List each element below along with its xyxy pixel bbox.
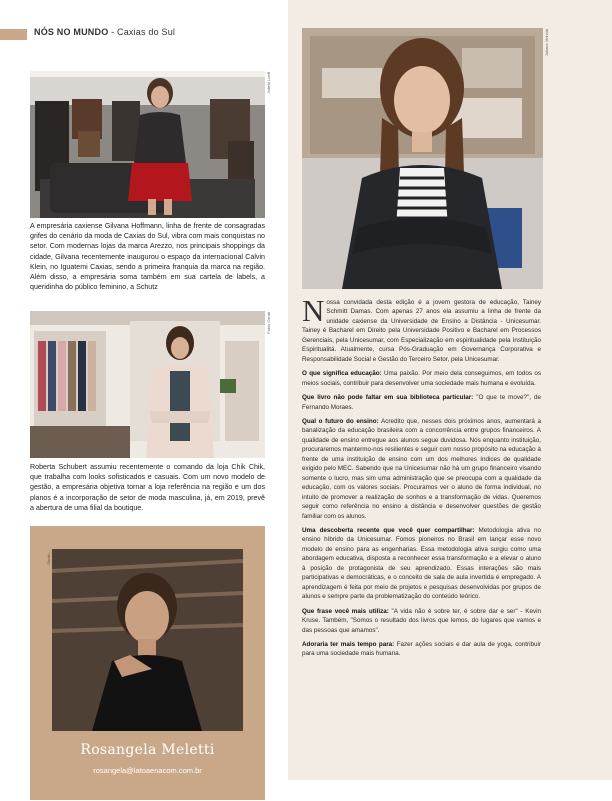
qa-answer: Metodologia ativa no ensino híbrido da Unicesumar. Fomos pioneiros no Brasil em lançar esse novo modelo de ensino para as engenharias. Essa metodologia ativa surgiu como uma abordagem educativa, disposta a reconhecer essa transformação e a elevar o aluno à posição de protagonista de seu aprendizado. Essas interações são mais participativas e democráticas, e o conceito de sala de aula invertida é empregado. A aprendizagem é feita por meio de projetos e pesquisas desenvolvidas por grupos de alunos e sempre parte da problematização do conteúdo teórico.	[302, 526, 541, 601]
intro-text: ossa convidada desta edição é a jovem gestora de educação, Tainey Schmitt Damas. Com apenas 27 anos ela assumiu a linha de frente da unidade caxiense da Universidade de Ensino a Distância - Unicesumar. Tainey é Bacharel em Direito pela Universidade Positivo e Bacharel em Processos Gerenciais, pela Unicesumar, com Especialização em espiritualidade pela Instituição Espiritualitá. Atualmente, cursa Pós-Graduação em Governança Corporativa e Responsabilidade Social e Gestão do Terceiro Setor, pela Unicesumar.	[302, 299, 541, 363]
section-marker	[0, 29, 27, 40]
section-title: NÓS NO MUNDO	[34, 27, 109, 37]
qa-question: Adoraria ter mais tempo para:	[302, 640, 395, 648]
columnist-name: Rosangela Meletti	[80, 742, 215, 758]
columnist-photo	[52, 549, 243, 731]
columnist-card	[30, 526, 265, 800]
qa-answer: Acredito que, nesses dois próximos anos, aumentará a banalização da educação brasileira com a concorrência entre grupos financeiros. A qualidade de ensino entregue aos alunos segue duvidosa. Nós enquanto instituição, procuraremos mantermo-nos resilientes e seguir com nosso propósito na educação à frente de uma instituição de ensino com um dos melhores índices de qualidade exigido pelo MEC. Sabendo que na Unicesumar não há um grupo financeiro visando somente o lucro, mas sim uma administração que se preocupa com a qualidade da educação, com os valores sociais. Procuramos ver o aluno de forma individual, no intuito de promover a realização de sonhos e a transformação de vidas. Queremos seguir como referência no ensino a distância e desenvolver questões de gestão familiar com os alunos.	[302, 417, 541, 520]
drop-cap: N	[302, 293, 325, 328]
tainey-photo-credit: Juliana Vinhola	[544, 29, 549, 57]
qa-question: Que frase você mais utiliza:	[302, 607, 389, 615]
qa-answer: "O que te move?", de Fernando Moraes.	[302, 394, 542, 411]
qa-question: Qual o futuro do ensino:	[302, 417, 379, 425]
section-header	[34, 27, 175, 37]
qa-item	[302, 607, 541, 635]
qa-question: Que livro não pode faltar em sua biblioteca particular:	[302, 394, 474, 402]
qa-item	[302, 526, 541, 602]
section-location: - Caxias do Sul	[111, 27, 176, 37]
columnist-email[interactable]: rosangela@latoaenacom.com.br	[93, 766, 202, 775]
qa-item	[302, 369, 541, 388]
qa-item	[302, 393, 541, 412]
gilvana-photo	[30, 71, 265, 218]
tainey-photo	[302, 28, 543, 289]
columnist-photo-credit: Studio...	[46, 550, 51, 565]
qa-answer: "A vida não é sobre ter, é sobre dar e ser" - Kevin Kruse. Também, "Somos o resultado dos livros que lemos, do lugares que vamos e das pessoas que amamos".	[302, 607, 541, 634]
qa-answer: Fazer ações sociais e dar aula de yoga, contribuir para uma sociedade mais humana.	[302, 640, 541, 658]
roberta-caption: Roberta Schubert assumiu recentemente o comando da loja Chik Chik, que trabalha com looks sofisticados e casuais. Com um novo modelo de gestão, a empresária objetiva tornar a loja referência na região e um dos planos é a incorporação de setor de moda masculina, já, em 2019, prevê a abertura de uma filial da boutique.	[30, 463, 265, 512]
qa-question: O que significa educação:	[302, 370, 382, 378]
roberta-photo-credit: Fabio Cerati	[266, 312, 271, 334]
qa-question: Uma descoberta recente que você quer compartilhar:	[302, 526, 475, 534]
qa-item	[302, 640, 541, 659]
gilvana-caption: A empresária caxiense Gilvana Hoffmann, linha de frente de consagradas grifes do cenário da moda de Caxias do Sul, vibra com mais conquistas no setor. Com modernas lojas da marca Arezzo, nos principais shoppings da cidade, Gilvana recentemente inaugurou o espaço da internacional Calvin Klein, no Iguatemi Caxias, sendo a primeira franquia da marca na região. Além disso, a empresária soma também em sua cartela de labels, a queridinha do público feminino, a Schutz	[30, 222, 266, 292]
gilvana-photo-credit: Julieta Loeff	[266, 72, 271, 94]
interview-article	[302, 293, 542, 664]
qa-answer: Uma paixão. Por meio dela conseguimos, em todos os meios sociais, contribuir para desenvolver uma sociedade mais humana e evoluída.	[302, 370, 541, 387]
article-intro	[302, 293, 541, 364]
qa-item	[302, 417, 541, 521]
roberta-photo	[30, 311, 265, 458]
